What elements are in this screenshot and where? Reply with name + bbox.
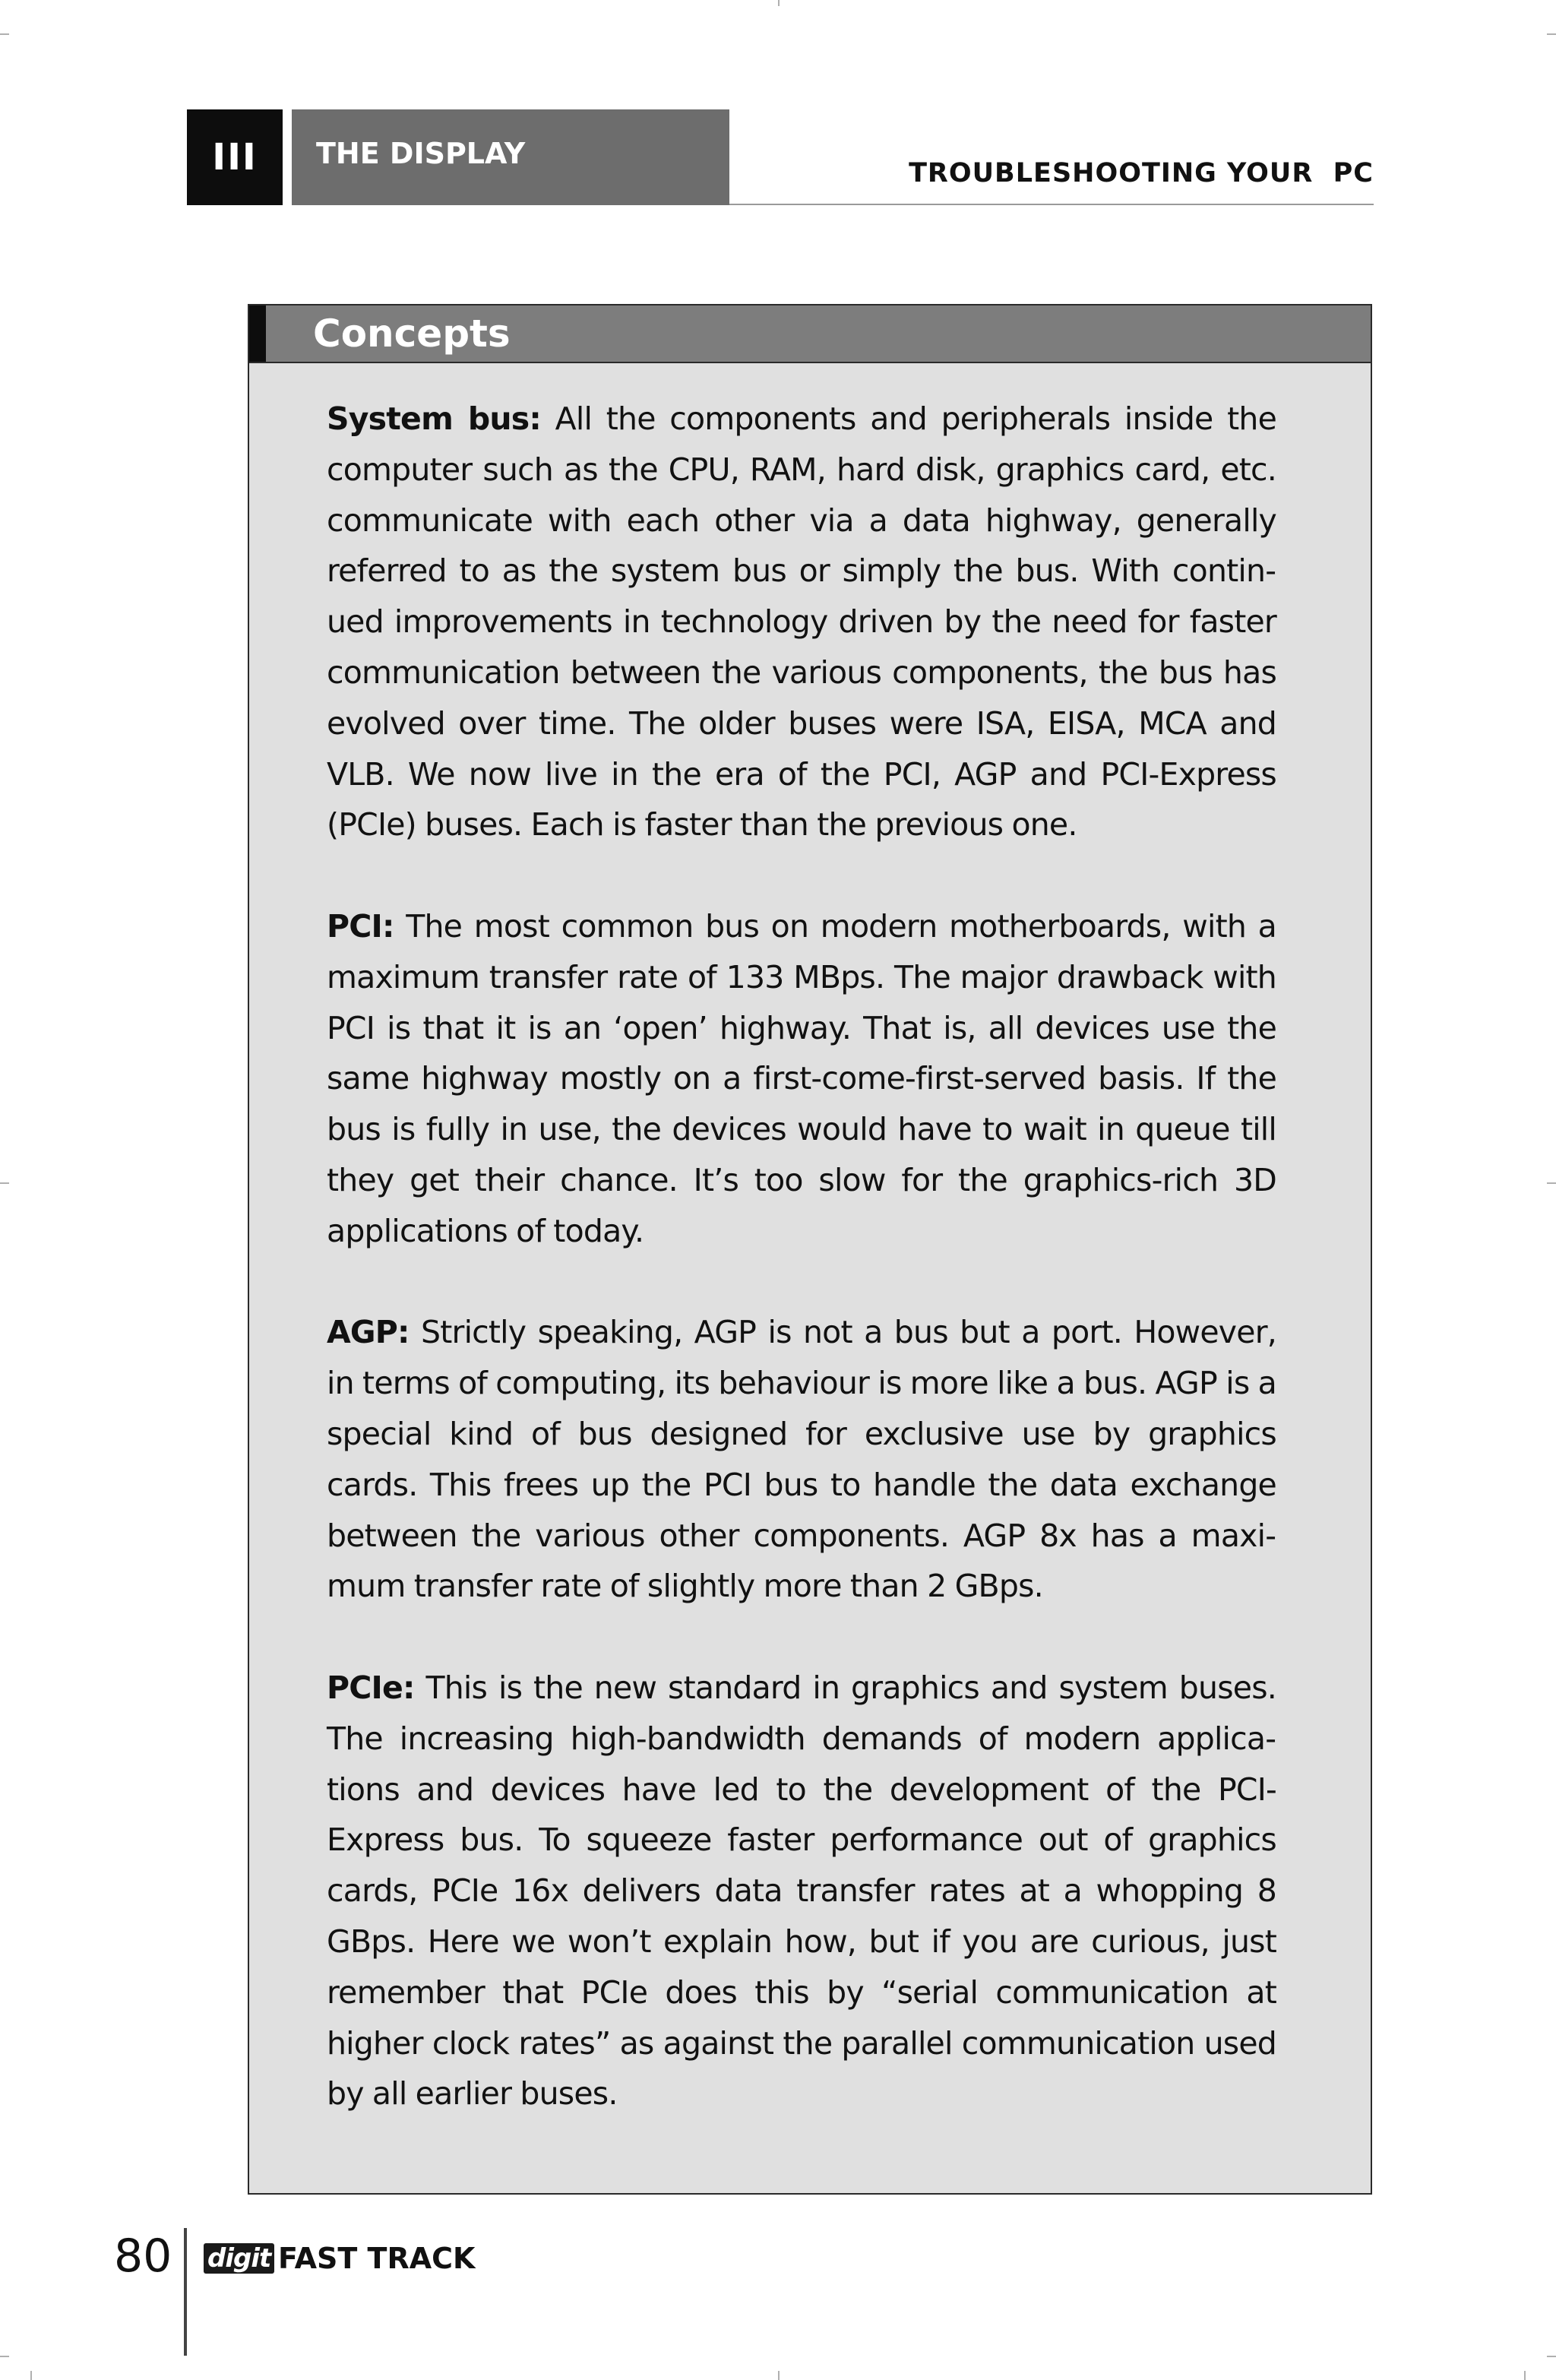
crop-mark xyxy=(1547,2356,1556,2357)
running-head: TROUBLESHOOTING YOUR PC xyxy=(909,158,1374,188)
crop-mark xyxy=(0,1182,9,1184)
page-number: 80 xyxy=(114,2230,172,2283)
concept-term: System bus: xyxy=(327,400,542,437)
header-rule xyxy=(729,204,1374,205)
section-title: THE DISPLAY xyxy=(316,137,526,170)
concept-paragraph xyxy=(327,1663,1276,2119)
crop-mark xyxy=(778,2371,780,2380)
concepts-title: Concepts xyxy=(313,312,511,356)
concepts-header-accent xyxy=(249,305,266,362)
concept-text: The most common bus on modern motherboards, with a maximum transfer rate of 133 MBps. The major drawback with PCI is that it is an ‘open’ highway. That is, all devices use the same highway mostly on a first-come-first-served basis. If the bus is fully in use, the devices would have to wait in queue till they get their chance. It’s too slow for the graphics-rich 3D applications of today. xyxy=(327,907,1276,1249)
concept-term: PCIe: xyxy=(327,1669,415,1706)
concepts-body xyxy=(327,394,1276,2170)
digit-logo: digit xyxy=(204,2243,274,2274)
section-title-tab xyxy=(292,109,729,205)
crop-mark xyxy=(1524,2371,1526,2380)
crop-mark xyxy=(1547,1182,1556,1184)
concept-term: AGP: xyxy=(327,1314,410,1351)
concepts-box-header xyxy=(249,305,1371,363)
crop-mark xyxy=(30,2371,32,2380)
crop-mark xyxy=(0,33,9,35)
section-number-badge: III xyxy=(187,109,283,205)
concept-paragraph xyxy=(327,1307,1276,1612)
concept-text: Strictly speaking, AGP is not a bus but a port. However, in terms of computing, its behaviour is more like a bus. AGP is a special kind of bus designed for exclusive use by graphics cards. This frees up the PCI bus to handle the data exchange between the various other components. AGP 8x has a maximum transfer rate of slightly more than 2 GBps. xyxy=(327,1314,1276,1605)
concepts-box xyxy=(248,304,1372,2195)
concept-text: All the components and peripherals inside the computer such as the CPU, RAM, hard disk, graphics card, etc. communicate with each other via a data highway, generally referred to as the system bus or simply the bus. With continued improvements in technology driven by the need for faster communication between the various components, the bus has evolved over time. The older buses were ISA, EISA, MCA and VLB. We now live in the era of the PCI, AGP and PCI-Express (PCIe) buses. Each is faster than the previous one. xyxy=(327,400,1276,843)
crop-mark xyxy=(778,0,780,6)
brand-name: FAST TRACK xyxy=(278,2242,476,2275)
concept-term: PCI: xyxy=(327,907,394,945)
crop-mark xyxy=(1547,33,1556,35)
crop-mark xyxy=(0,2356,9,2357)
footer-rule xyxy=(184,2228,187,2356)
concept-text: This is the new standard in graphics and system buses. The increasing high-bandwidth demands of modern applications and devices have led to the development of the PCI-Express bus. To squeeze faster performance out of graphics cards, PCIe 16x delivers data transfer rates at a whopping 8 GBps. Here we won’t explain how, but if you are curious, just remember that PCIe does this by “serial communication at higher clock rates” as against the parallel communication used by all earlier buses. xyxy=(327,1669,1276,2113)
concept-paragraph xyxy=(327,901,1276,1257)
concept-paragraph xyxy=(327,394,1276,850)
